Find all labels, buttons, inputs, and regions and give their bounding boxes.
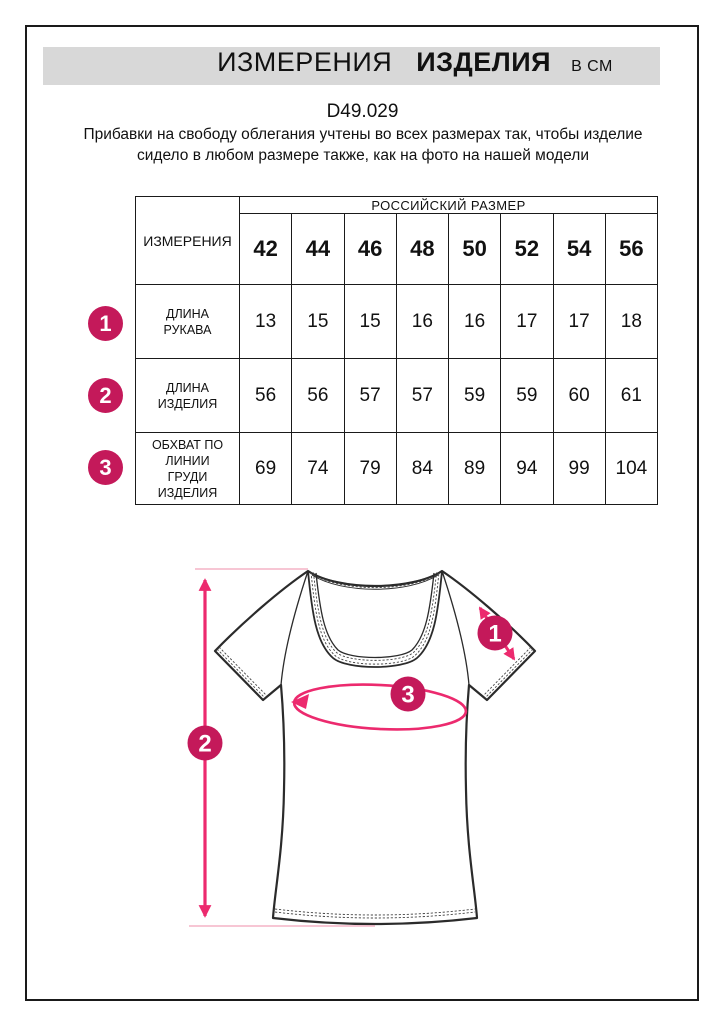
measurements-header-cell: ИЗМЕРЕНИЯ	[136, 197, 240, 285]
size-header: 46	[344, 214, 396, 285]
table-cell: 59	[449, 359, 501, 433]
svg-text:2: 2	[198, 730, 212, 758]
svg-text:1: 1	[488, 620, 502, 648]
table-cell: 59	[501, 359, 553, 433]
fit-note: Прибавки на свободу облегания учтены во всех размерах так, чтобы изделие сидело в любом размере также, как на фото на нашей модели	[83, 126, 643, 164]
table-cell: 17	[501, 285, 553, 359]
table-row-garment-length	[136, 359, 658, 433]
table-row-chest-girth	[136, 433, 658, 505]
table-cell: 13	[240, 285, 292, 359]
table-row-sleeve-length	[136, 285, 658, 359]
size-group-header-cell: РОССИЙСКИЙ РАЗМЕР	[240, 197, 658, 214]
size-table	[135, 196, 658, 505]
table-cell: 18	[605, 285, 657, 359]
table-cell: 61	[605, 359, 657, 433]
table-cell: 16	[449, 285, 501, 359]
table-cell: 60	[553, 359, 605, 433]
table-cell: 15	[292, 285, 344, 359]
table-cell: 56	[292, 359, 344, 433]
sketch-marker-1-icon	[478, 616, 513, 651]
sketch-marker-3-icon	[391, 677, 426, 712]
table-cell: 16	[396, 285, 448, 359]
page-title-unit: В СМ	[571, 58, 613, 75]
size-header: 50	[449, 214, 501, 285]
measure-marker-3-icon: 3	[88, 450, 123, 485]
measure-marker-2-icon: 2	[88, 378, 123, 413]
row-label: ОБХВАТ ПО ЛИНИИ ГРУДИ ИЗДЕЛИЯ	[136, 433, 240, 505]
table-cell: 57	[396, 359, 448, 433]
table-cell: 104	[605, 433, 657, 505]
garment-sketch	[185, 550, 565, 950]
table-cell: 57	[344, 359, 396, 433]
product-code: D49.029	[326, 101, 399, 122]
table-cell: 69	[240, 433, 292, 505]
measure-marker-1-icon: 1	[88, 306, 123, 341]
table-cell: 99	[553, 433, 605, 505]
title-bar	[43, 47, 660, 85]
table-cell: 74	[292, 433, 344, 505]
table-cell: 56	[240, 359, 292, 433]
table-cell: 84	[396, 433, 448, 505]
size-header: 48	[396, 214, 448, 285]
page-title-measurements: ИЗМЕРЕНИЯ	[217, 47, 393, 77]
svg-text:3: 3	[401, 681, 415, 709]
table-cell: 94	[501, 433, 553, 505]
table-cell: 15	[344, 285, 396, 359]
size-header: 44	[292, 214, 344, 285]
sketch-marker-2-icon	[188, 726, 223, 761]
table-cell: 17	[553, 285, 605, 359]
size-header: 42	[240, 214, 292, 285]
row-label: ДЛИНА ИЗДЕЛИЯ	[136, 359, 240, 433]
table-cell: 89	[449, 433, 501, 505]
size-header: 54	[553, 214, 605, 285]
size-header: 56	[605, 214, 657, 285]
table-cell: 79	[344, 433, 396, 505]
size-header: 52	[501, 214, 553, 285]
row-label: ДЛИНА РУКАВА	[136, 285, 240, 359]
page-title-product: ИЗДЕЛИЯ	[416, 47, 552, 77]
